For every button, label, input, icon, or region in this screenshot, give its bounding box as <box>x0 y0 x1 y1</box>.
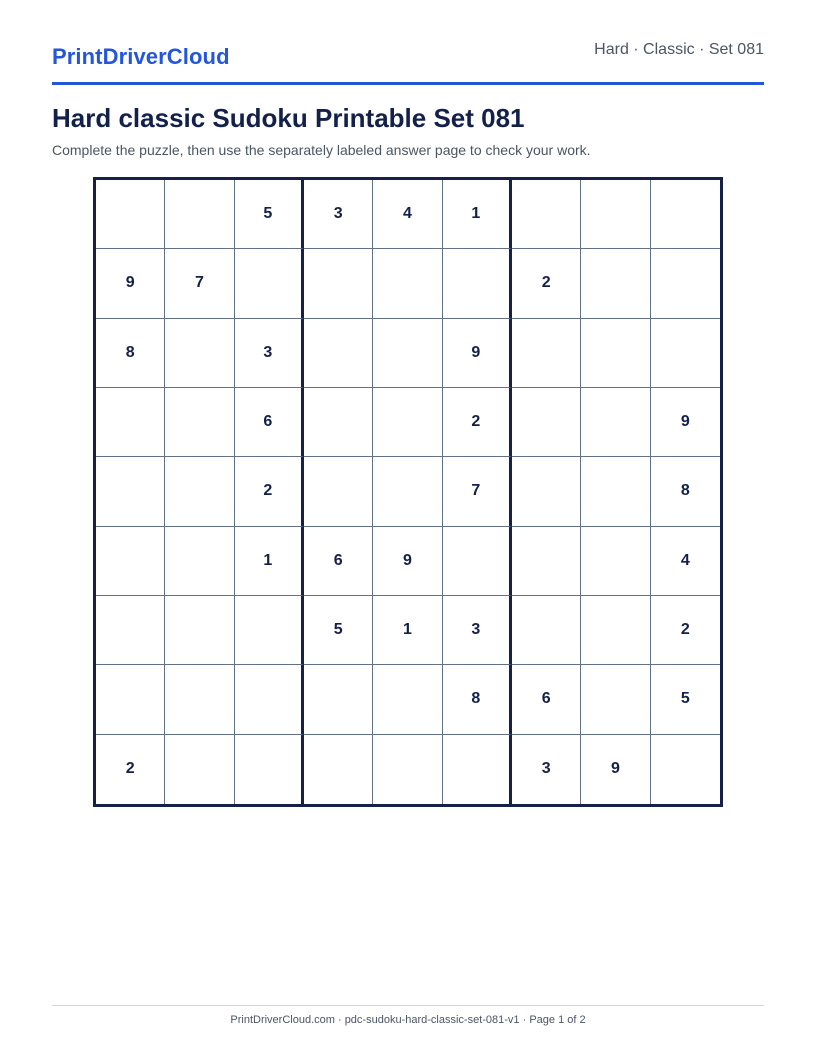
sudoku-cell-r4-c5[interactable] <box>373 388 442 457</box>
sudoku-cell-r1-c4[interactable]: 3 <box>304 180 373 249</box>
sudoku-cell-r5-c4[interactable] <box>304 457 373 526</box>
sudoku-cell-r6-c3[interactable]: 1 <box>235 527 304 596</box>
sudoku-cell-r6-c8[interactable] <box>581 527 650 596</box>
sudoku-cell-r1-c3[interactable]: 5 <box>235 180 304 249</box>
sudoku-cell-r3-c2[interactable] <box>165 319 234 388</box>
sudoku-cell-r2-c3[interactable] <box>235 249 304 318</box>
sudoku-cell-r9-c7[interactable]: 3 <box>512 735 581 804</box>
sudoku-grid <box>93 177 723 807</box>
sudoku-cell-r2-c5[interactable] <box>373 249 442 318</box>
footer-divider <box>52 1005 764 1006</box>
sudoku-cell-r5-c7[interactable] <box>512 457 581 526</box>
sudoku-cell-r7-c5[interactable]: 1 <box>373 596 442 665</box>
sudoku-cell-r7-c2[interactable] <box>165 596 234 665</box>
sudoku-cell-r4-c7[interactable] <box>512 388 581 457</box>
sudoku-cell-r5-c2[interactable] <box>165 457 234 526</box>
sudoku-cell-r9-c1[interactable]: 2 <box>96 735 165 804</box>
sudoku-cell-r8-c2[interactable] <box>165 665 234 734</box>
sudoku-cell-r3-c6[interactable]: 9 <box>443 319 512 388</box>
sudoku-cell-r8-c8[interactable] <box>581 665 650 734</box>
page-footer: PrintDriverCloud.com · pdc-sudoku-hard-classic-set-081-v1 · Page 1 of 2 <box>230 1014 586 1026</box>
sudoku-cell-r8-c1[interactable] <box>96 665 165 734</box>
sudoku-cell-r9-c3[interactable] <box>235 735 304 804</box>
sudoku-cell-r1-c7[interactable] <box>512 180 581 249</box>
puzzle-meta: Hard · Classic · Set 081 <box>594 41 764 58</box>
sudoku-cell-r2-c8[interactable] <box>581 249 650 318</box>
sudoku-cell-r3-c4[interactable] <box>304 319 373 388</box>
sudoku-cell-r7-c9[interactable]: 2 <box>651 596 720 665</box>
sudoku-cell-r9-c6[interactable] <box>443 735 512 804</box>
sudoku-cell-r4-c3[interactable]: 6 <box>235 388 304 457</box>
page-title: Hard classic Sudoku Printable Set 081 <box>52 103 525 133</box>
sudoku-cell-r6-c9[interactable]: 4 <box>651 527 720 596</box>
sudoku-cell-r8-c9[interactable]: 5 <box>651 665 720 734</box>
sudoku-cell-r6-c5[interactable]: 9 <box>373 527 442 596</box>
sudoku-cell-r8-c4[interactable] <box>304 665 373 734</box>
sudoku-cell-r3-c9[interactable] <box>651 319 720 388</box>
sudoku-cell-r6-c2[interactable] <box>165 527 234 596</box>
sudoku-cell-r5-c3[interactable]: 2 <box>235 457 304 526</box>
sudoku-cell-r2-c4[interactable] <box>304 249 373 318</box>
sudoku-cell-r4-c8[interactable] <box>581 388 650 457</box>
sudoku-cell-r1-c9[interactable] <box>651 180 720 249</box>
sudoku-cell-r7-c3[interactable] <box>235 596 304 665</box>
sudoku-cell-r8-c6[interactable]: 8 <box>443 665 512 734</box>
sudoku-cell-r3-c1[interactable]: 8 <box>96 319 165 388</box>
sudoku-cell-r9-c2[interactable] <box>165 735 234 804</box>
sudoku-cell-r9-c5[interactable] <box>373 735 442 804</box>
sudoku-cell-r6-c6[interactable] <box>443 527 512 596</box>
sudoku-cell-r4-c6[interactable]: 2 <box>443 388 512 457</box>
sudoku-cell-r7-c6[interactable]: 3 <box>443 596 512 665</box>
sudoku-cell-r4-c9[interactable]: 9 <box>651 388 720 457</box>
sudoku-cell-r8-c3[interactable] <box>235 665 304 734</box>
sudoku-cell-r7-c4[interactable]: 5 <box>304 596 373 665</box>
sudoku-cell-r8-c5[interactable] <box>373 665 442 734</box>
sudoku-cell-r9-c4[interactable] <box>304 735 373 804</box>
sudoku-cell-r3-c3[interactable]: 3 <box>235 319 304 388</box>
sudoku-cell-r6-c4[interactable]: 6 <box>304 527 373 596</box>
sudoku-cell-r1-c6[interactable]: 1 <box>443 180 512 249</box>
sudoku-cell-r5-c8[interactable] <box>581 457 650 526</box>
sudoku-cell-r5-c6[interactable]: 7 <box>443 457 512 526</box>
sudoku-cell-r2-c9[interactable] <box>651 249 720 318</box>
sudoku-cell-r4-c4[interactable] <box>304 388 373 457</box>
sudoku-cell-r7-c1[interactable] <box>96 596 165 665</box>
sudoku-cell-r5-c1[interactable] <box>96 457 165 526</box>
page-header <box>52 38 764 85</box>
sudoku-cell-r9-c9[interactable] <box>651 735 720 804</box>
sudoku-cell-r2-c6[interactable] <box>443 249 512 318</box>
sudoku-cell-r4-c2[interactable] <box>165 388 234 457</box>
sudoku-cell-r1-c1[interactable] <box>96 180 165 249</box>
sudoku-cell-r8-c7[interactable]: 6 <box>512 665 581 734</box>
sudoku-cell-r3-c7[interactable] <box>512 319 581 388</box>
page-subtitle: Complete the puzzle, then use the separately labeled answer page to check your work. <box>52 142 591 158</box>
sudoku-cell-r5-c9[interactable]: 8 <box>651 457 720 526</box>
sudoku-cell-r3-c5[interactable] <box>373 319 442 388</box>
sudoku-cell-r3-c8[interactable] <box>581 319 650 388</box>
sudoku-cell-r5-c5[interactable] <box>373 457 442 526</box>
sudoku-cell-r7-c7[interactable] <box>512 596 581 665</box>
sudoku-cell-r9-c8[interactable]: 9 <box>581 735 650 804</box>
sudoku-cell-r1-c2[interactable] <box>165 180 234 249</box>
sudoku-cell-r1-c5[interactable]: 4 <box>373 180 442 249</box>
sudoku-cell-r6-c7[interactable] <box>512 527 581 596</box>
sudoku-cell-r7-c8[interactable] <box>581 596 650 665</box>
sudoku-cell-r1-c8[interactable] <box>581 180 650 249</box>
sudoku-cell-r2-c1[interactable]: 9 <box>96 249 165 318</box>
brand-logo[interactable]: PrintDriverCloud <box>52 44 230 69</box>
sudoku-cell-r2-c7[interactable]: 2 <box>512 249 581 318</box>
sudoku-cell-r4-c1[interactable] <box>96 388 165 457</box>
sudoku-cell-r6-c1[interactable] <box>96 527 165 596</box>
sudoku-cell-r2-c2[interactable]: 7 <box>165 249 234 318</box>
